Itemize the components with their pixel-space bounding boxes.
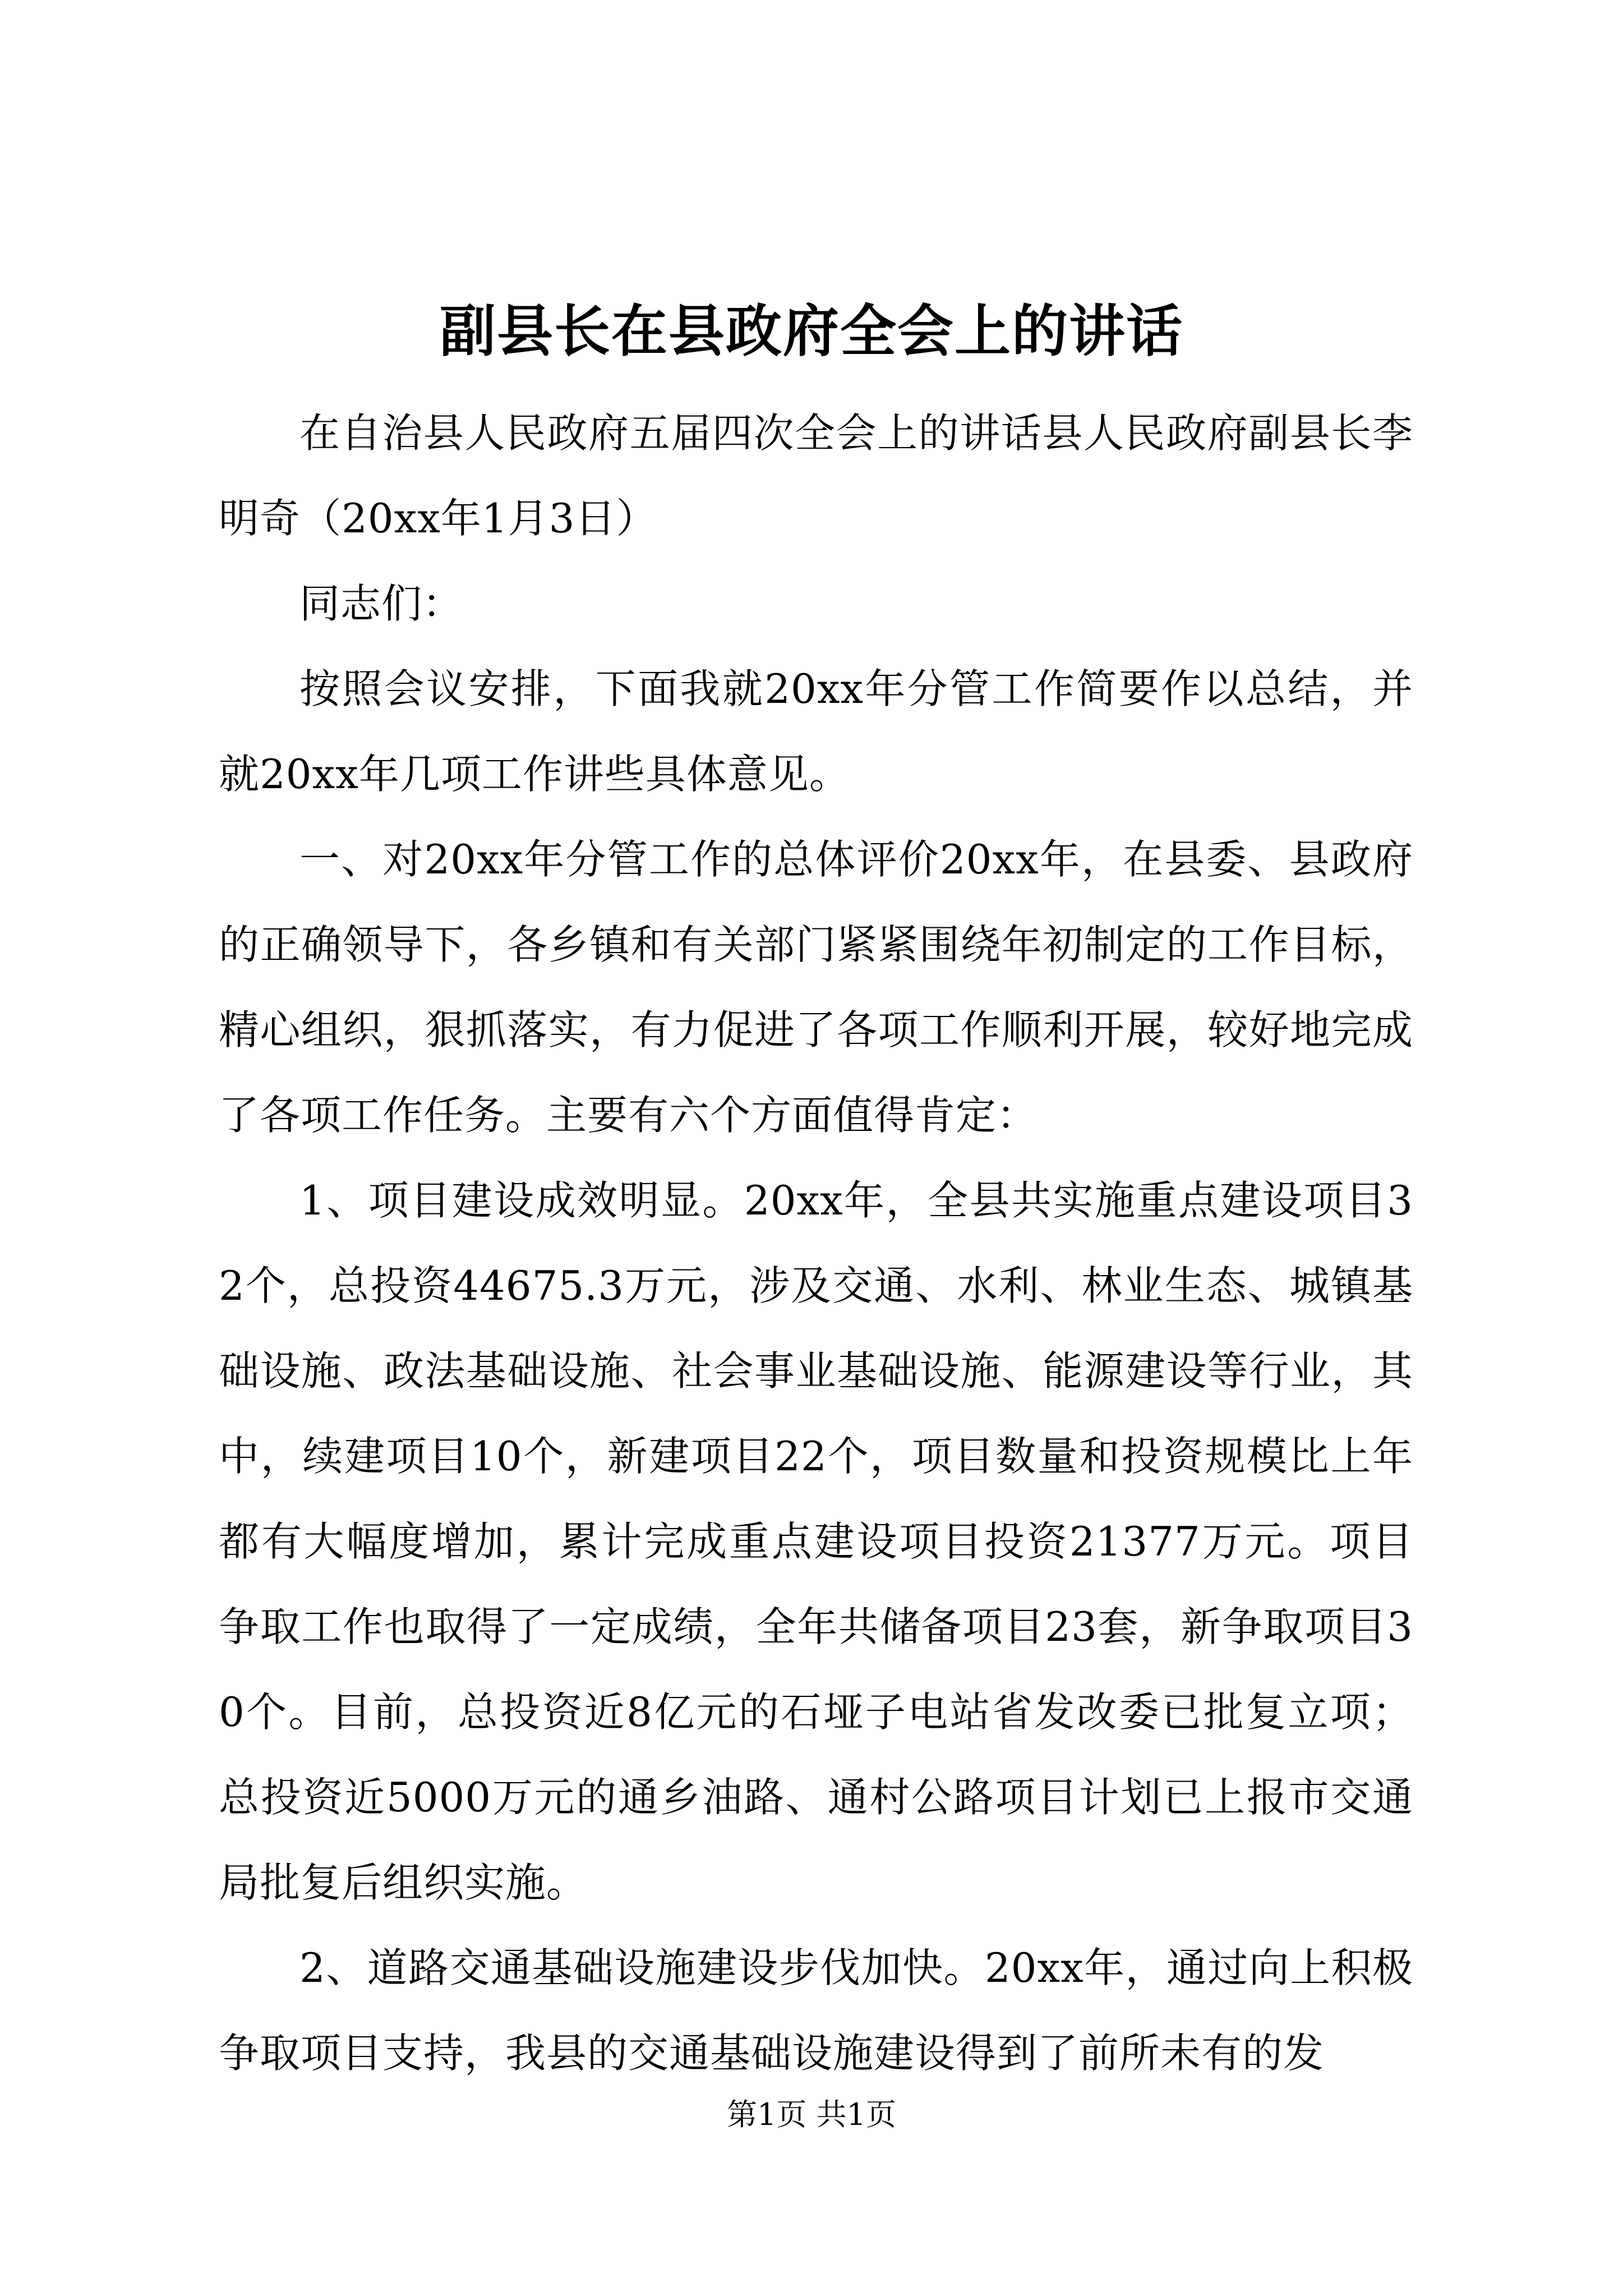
- paragraph-heading-info: 在自治县人民政府五届四次全会上的讲话县人民政府副县长李明奇（20xx年1月3日）: [219, 409, 1413, 542]
- document-title: 副县长在县政府全会上的讲话: [440, 298, 1183, 364]
- paragraph-item-two: 2、道路交通基础设施建设步伐加快。20xx年，通过向上积极争取项目支持，我县的交通基础设施建设得到了前所未有的发: [219, 1944, 1413, 2077]
- document-body: [219, 390, 1413, 2096]
- page-number-footer: 第1页 共1页: [727, 2097, 896, 2132]
- paragraph-intro: 按照会议安排，下面我就20xx年分管工作简要作以总结，并就20xx年几项工作讲些具体意见。: [219, 665, 1413, 798]
- paragraph-section-one: 一、对20xx年分管工作的总体评价20xx年，在县委、县政府的正确领导下，各乡镇和有关部门紧紧围绕年初制定的工作目标，精心组织，狠抓落实，有力促进了各项工作顺利开展，较好地完成了各项工作任务。主要有六个方面值得肯定：: [219, 836, 1413, 1139]
- paragraph-salutation: 同志们：: [299, 580, 464, 627]
- paragraph-item-one: 1、项目建设成效明显。20xx年，全县共实施重点建设项目32个，总投资44675.3万元，涉及交通、水利、林业生态、城镇基础设施、政法基础设施、社会事业基础设施、能源建设等行业，其中，续建项目10个，新建项目22个，项目数量和投资规模比上年都有大幅度增加，累计完成重点建设项目投资21377万元。项目争取工作也取得了一定成绩，全年共储备项目23套，新争取项目30个。目前，总投资近8亿元的石垭子电站省发改委已批复立项；总投资近5000万元的通乡油路、通村公路项目计划已上报市交通局批复后组织实施。: [219, 1177, 1413, 1906]
